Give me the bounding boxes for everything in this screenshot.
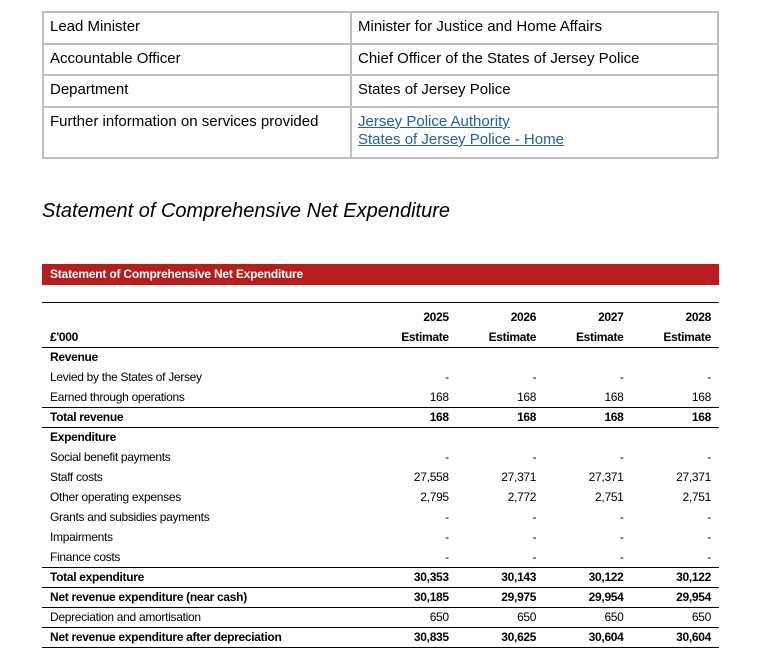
row-value xyxy=(369,347,456,367)
row-label: Expenditure xyxy=(50,430,117,445)
row-value: - xyxy=(532,510,537,524)
row-value: 168 xyxy=(369,407,456,427)
unit-label: £'000 xyxy=(42,327,369,347)
row-value: 168 xyxy=(691,389,711,404)
info-label: Department xyxy=(43,75,351,107)
info-row-department xyxy=(43,75,718,107)
info-label: Lead Minister xyxy=(43,12,351,44)
row-label: Net revenue expenditure (near cash) xyxy=(42,587,369,607)
row-value: 29,954 xyxy=(632,587,719,607)
row-value: 650 xyxy=(457,607,544,627)
row-value: 168 xyxy=(429,389,449,404)
table-row xyxy=(42,567,719,587)
table-row xyxy=(42,367,719,387)
row-value: 30,353 xyxy=(369,567,456,587)
row-value: 30,835 xyxy=(369,627,456,647)
row-label: Finance costs xyxy=(50,549,121,564)
row-label: Net revenue expenditure after depreciation xyxy=(42,627,369,647)
jersey-police-authority-link[interactable]: Jersey Police Authority xyxy=(358,113,510,130)
row-value: - xyxy=(707,450,711,464)
row-value xyxy=(369,427,456,447)
row-value: - xyxy=(619,510,624,524)
row-value: 2,751 xyxy=(595,490,624,504)
year-header: 2025 xyxy=(423,310,449,324)
row-value: - xyxy=(707,549,711,564)
row-value: - xyxy=(445,549,449,564)
row-label: Total revenue xyxy=(42,407,369,427)
table-row xyxy=(42,487,719,507)
row-value: 30,185 xyxy=(369,587,456,607)
row-label: Total expenditure xyxy=(42,567,369,587)
table-row xyxy=(42,467,719,487)
info-value: States of Jersey Police xyxy=(351,75,718,107)
row-value: - xyxy=(445,510,449,524)
year-header: 2028 xyxy=(685,310,711,324)
net-expenditure-table xyxy=(42,307,719,648)
info-row-accountable-officer xyxy=(43,44,718,75)
row-label: Social benefit payments xyxy=(50,450,171,464)
statement-banner: Statement of Comprehensive Net Expenditure xyxy=(42,264,719,285)
service-info-table xyxy=(42,11,719,159)
row-value: 168 xyxy=(544,407,631,427)
row-value: - xyxy=(707,530,711,544)
row-label: Revenue xyxy=(50,350,98,365)
row-value: - xyxy=(445,450,449,464)
year-header: 2026 xyxy=(510,310,537,324)
info-label: Further information on services provided xyxy=(43,107,351,158)
row-value: - xyxy=(445,530,449,544)
row-value: 2,751 xyxy=(682,490,711,504)
row-value: - xyxy=(707,510,711,524)
row-value: 30,122 xyxy=(544,567,631,587)
year-header-row xyxy=(42,307,719,327)
row-label: Impairments xyxy=(50,530,113,544)
row-value xyxy=(632,427,719,447)
row-value: 650 xyxy=(369,607,456,627)
row-value: 30,122 xyxy=(632,567,719,587)
row-value: 168 xyxy=(517,389,537,404)
row-value: 29,954 xyxy=(544,587,631,607)
row-value: - xyxy=(619,450,624,464)
table-row xyxy=(42,427,719,447)
row-value xyxy=(544,427,631,447)
row-value: - xyxy=(532,370,537,384)
row-value: 650 xyxy=(632,607,719,627)
table-row xyxy=(42,587,719,607)
info-row-lead-minister xyxy=(43,12,718,44)
row-value xyxy=(457,347,544,367)
info-label: Accountable Officer xyxy=(43,44,351,75)
row-value: 2,772 xyxy=(507,490,537,504)
estimate-header: Estimate xyxy=(544,327,631,347)
row-value xyxy=(457,427,544,447)
table-row xyxy=(42,527,719,547)
row-value: 27,371 xyxy=(676,470,711,484)
table-top-rule xyxy=(42,302,719,303)
row-value: - xyxy=(619,530,624,544)
row-label: Levied by the States of Jersey xyxy=(50,370,202,384)
info-value: Minister for Justice and Home Affairs xyxy=(351,12,718,44)
row-label: Earned through operations xyxy=(50,389,185,404)
table-body xyxy=(42,347,719,647)
row-value: 27,371 xyxy=(588,470,624,484)
table-row xyxy=(42,607,719,627)
row-label: Grants and subsidies payments xyxy=(50,510,210,524)
table-row xyxy=(42,447,719,467)
estimate-header: Estimate xyxy=(632,327,719,347)
estimate-header-row xyxy=(42,327,719,347)
row-value: 168 xyxy=(457,407,544,427)
row-value: 29,975 xyxy=(457,587,544,607)
row-value: - xyxy=(532,450,537,464)
table-row xyxy=(42,547,719,567)
row-value xyxy=(544,347,631,367)
table-row xyxy=(42,407,719,427)
row-value: 27,558 xyxy=(413,470,449,484)
table-row xyxy=(42,347,719,367)
header-spacer xyxy=(42,307,369,327)
year-header: 2027 xyxy=(598,310,624,324)
section-heading: Statement of Comprehensive Net Expenditure xyxy=(42,200,450,222)
estimate-header: Estimate xyxy=(369,327,456,347)
states-of-jersey-police-home-link[interactable]: States of Jersey Police - Home xyxy=(358,131,564,148)
row-value: - xyxy=(532,549,537,564)
row-value: 2,795 xyxy=(420,490,449,504)
info-links-cell xyxy=(351,107,718,158)
row-label: Depreciation and amortisation xyxy=(42,607,369,627)
row-value xyxy=(632,347,719,367)
row-value: 168 xyxy=(604,389,624,404)
table-row xyxy=(42,627,719,647)
row-value: - xyxy=(619,370,624,384)
info-value: Chief Officer of the States of Jersey Police xyxy=(351,44,718,75)
row-value: 30,604 xyxy=(544,627,631,647)
info-row-further-information xyxy=(43,107,718,158)
row-value: 650 xyxy=(544,607,631,627)
row-value: 30,604 xyxy=(632,627,719,647)
row-value: 27,371 xyxy=(501,470,537,484)
row-value: - xyxy=(445,370,449,384)
row-value: - xyxy=(532,530,537,544)
row-value: 168 xyxy=(632,407,719,427)
row-label: Other operating expenses xyxy=(50,490,181,504)
table-row xyxy=(42,507,719,527)
row-value: 30,143 xyxy=(457,567,544,587)
row-value: - xyxy=(619,549,624,564)
row-value: - xyxy=(707,370,711,384)
row-label: Staff costs xyxy=(50,470,103,484)
row-value: 30,625 xyxy=(457,627,544,647)
estimate-header: Estimate xyxy=(457,327,544,347)
table-row xyxy=(42,387,719,407)
